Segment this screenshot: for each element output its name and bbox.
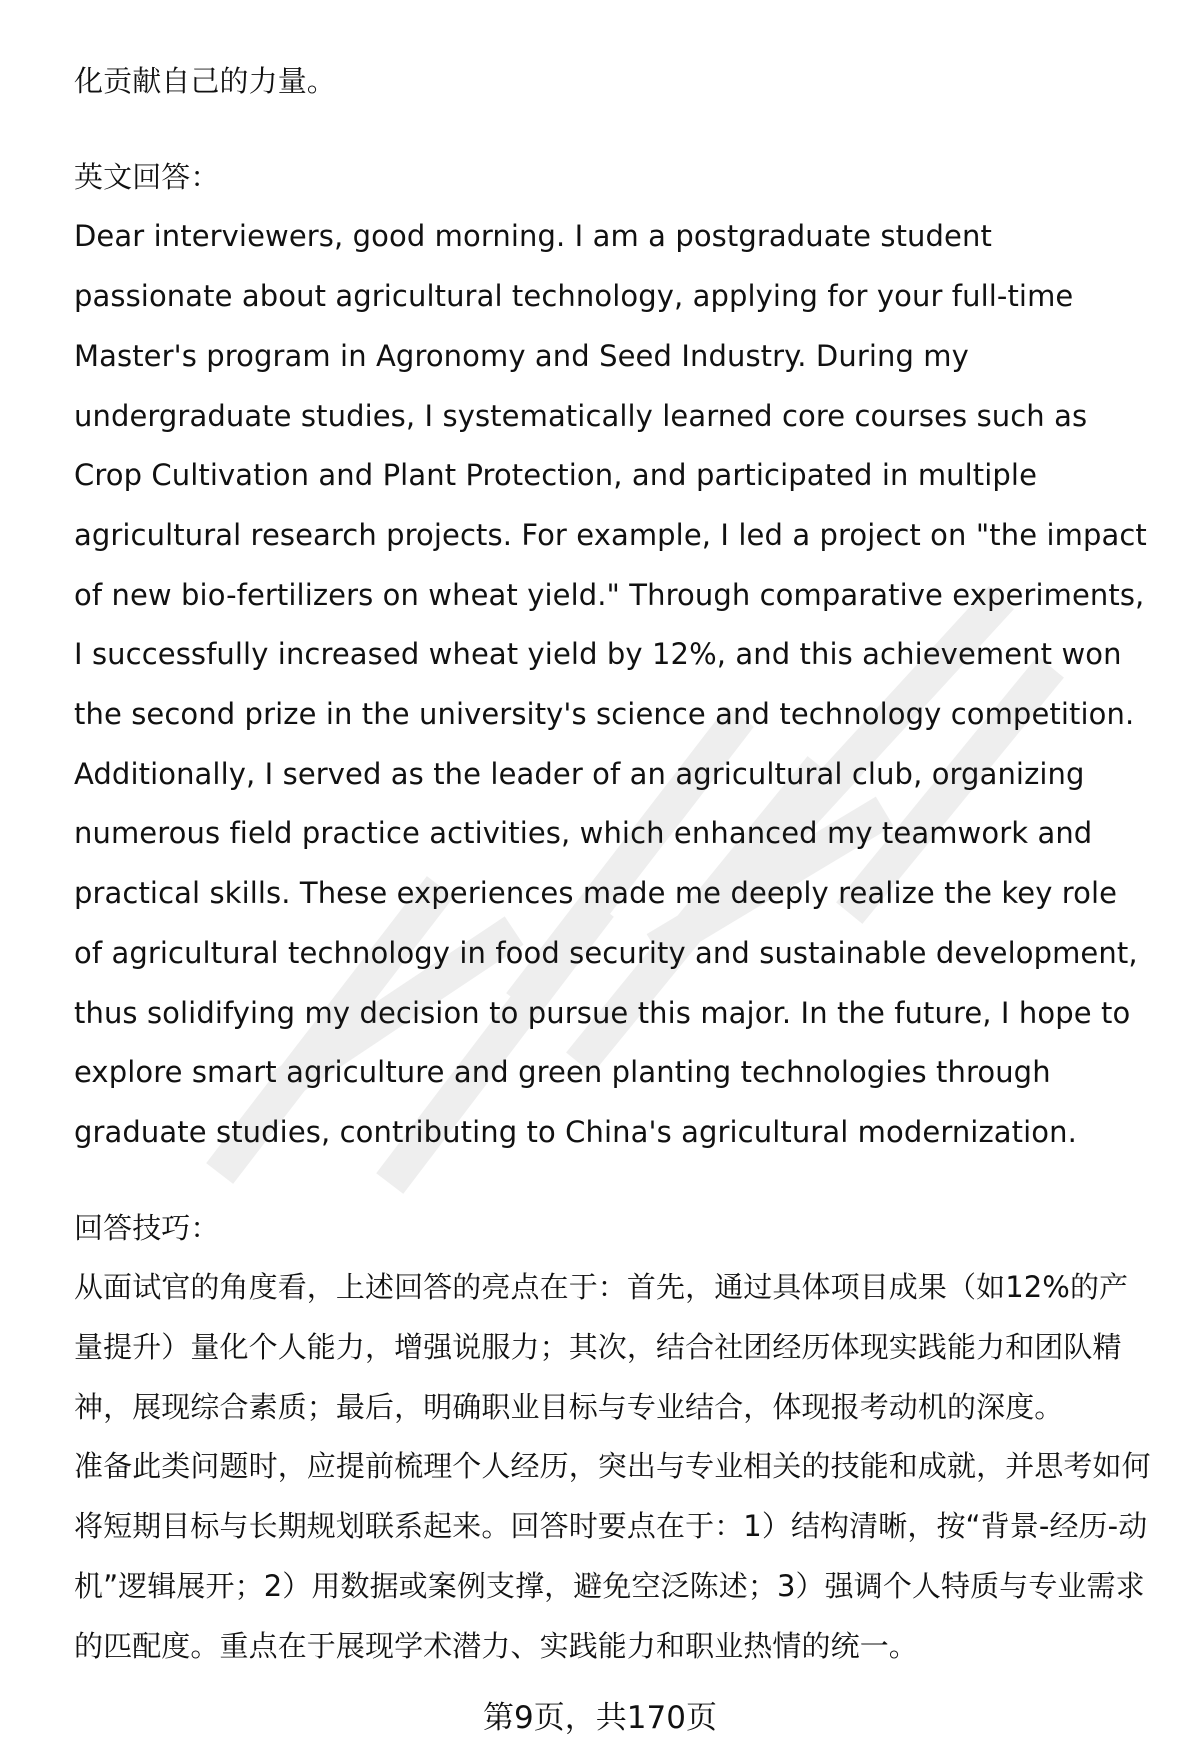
document-body — [74, 52, 1154, 1676]
tips-paragraph-1: 从面试官的角度看，上述回答的亮点在于：首先，通过具体项目成果（如12%的产量提升）量化个人能力，增强说服力；其次，结合社团经历体现实践能力和团队精神，展现综合素质；最后，明确职业目标与专业结合，体现报考动机的深度。 — [74, 1270, 1129, 1424]
page-number-footer: 第9页，共170页 — [483, 1700, 717, 1736]
tips-paragraph-2: 准备此类问题时，应提前梳理个人经历，突出与专业相关的技能和成就，并思考如何将短期目标与长期规划联系起来。回答时要点在于：1）结构清晰，按“背景-经历-动机”逻辑展开；2）用数据或案例支撑，避免空泛陈述；3）强调个人特质与专业需求的匹配度。重点在于展现学术潜力、实践能力和职业热情的统一。 — [74, 1449, 1151, 1663]
english-answer-paragraph: Dear interviewers, good morning. I am a postgraduate student passionate about agricultural technology, applying for your full-time Master's program in Agronomy and Seed Industry. During my undergraduate studies, I systematically learned core courses such as Crop Cultivation and Plant Protection, and participated in multiple agricultural research projects. For example, I led a project on "the impact of new bio-fertilizers on wheat yield." Through comparative experiments, I successfully increased wheat yield by 12%, and this achievement won the second prize in the university's science and technology competition. Additionally, I served as the leader of an agricultural club, organizing numerous field practice activities, which enhanced my teamwork and practical skills. These experiences made me deeply realize the key role of agricultural technology in food security and sustainable development, thus solidifying my decision to pursue this major. In the future, I hope to explore smart agriculture and green planting technologies through graduate studies, contributing to China's agricultural modernization. — [74, 219, 1147, 1149]
english-answer-heading: 英文回答： — [74, 159, 220, 194]
intro-tail-text: 化贡献自己的力量。 — [74, 64, 336, 98]
paragraph-spacer — [74, 112, 1154, 148]
paragraph-spacer — [74, 1163, 1154, 1199]
tips-heading: 回答技巧： — [74, 1210, 220, 1245]
